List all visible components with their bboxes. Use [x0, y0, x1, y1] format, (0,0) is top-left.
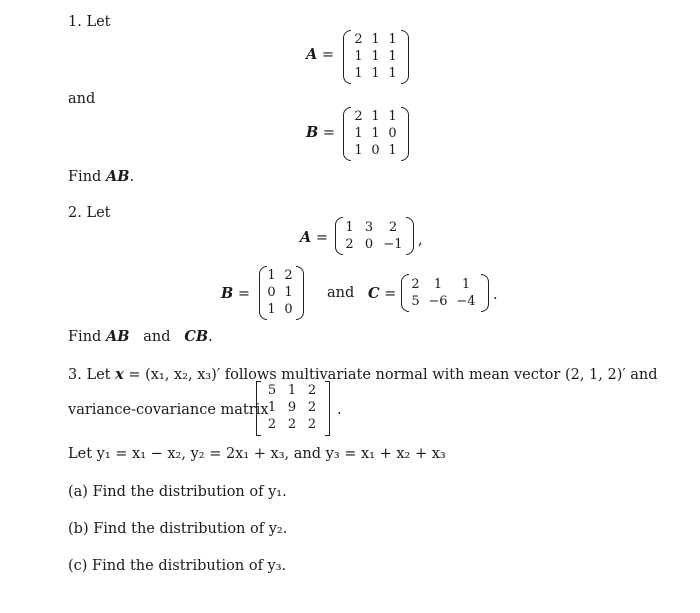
- matrix-a-1-grid-cell: 1: [388, 66, 397, 81]
- matrix-a-label-2: A =: [300, 229, 329, 246]
- matrix-c-grid-cell: 2: [411, 277, 420, 292]
- matrix-a-1-grid-cell: 1: [354, 66, 363, 81]
- matrix-a-2-grid-cell: 3: [364, 220, 374, 235]
- sigma-grid: [262, 382, 322, 433]
- matrix-a-2-grid-cell: 1: [345, 220, 354, 235]
- matrix-b-label-2: B =: [221, 285, 251, 302]
- matrix-a-2-comma: ,: [418, 232, 423, 248]
- sigma-grid-cell: 9: [287, 400, 297, 415]
- problem-2-intro: 2. Let: [68, 205, 111, 221]
- sigma-grid-cell: 2: [307, 417, 317, 432]
- matrix-a-1-grid-cell: 1: [388, 49, 397, 64]
- matrix-c-grid-cell: 5: [411, 294, 420, 309]
- problem-2-find: Find AB and CB.: [68, 328, 213, 345]
- matrix-b-1-grid-cell: 1: [354, 143, 363, 158]
- matrix-a-2-grid-cell: 2: [388, 220, 398, 235]
- matrix-c-grid: [407, 276, 480, 310]
- sigma-grid-cell: 2: [287, 417, 297, 432]
- matrix-b-1-grid-cell: 0: [371, 143, 380, 158]
- matrix-c-grid-cell: −4: [456, 294, 476, 309]
- matrix-c-label: C =: [368, 285, 397, 302]
- sigma-period: .: [337, 402, 342, 418]
- matrix-a-1-grid: [350, 31, 401, 82]
- let-y-line: Let y₁ = x₁ − x₂, y₂ = 2x₁ + x₃, and y₃ = x₁ + x₂ + x₃: [68, 446, 446, 462]
- matrix-a-1-grid-cell: 1: [388, 32, 397, 47]
- matrix-c-grid-cell: 1: [433, 277, 443, 292]
- matrix-b-1-grid-cell: 1: [354, 126, 363, 141]
- matrix-b-1-grid-cell: 1: [371, 126, 380, 141]
- part-c: (c) Find the distribution of y₃.: [68, 558, 287, 574]
- matrix-c-grid-cell: 1: [461, 277, 471, 292]
- matrix-a-1-grid-cell: 1: [354, 49, 363, 64]
- matrix-b-2-grid-cell: 0: [284, 302, 293, 317]
- matrix-c-period: .: [493, 287, 498, 303]
- problem-1-intro: 1. Let: [68, 14, 111, 30]
- matrix-b-2-grid-cell: 0: [267, 285, 276, 300]
- matrix-b-1-grid-cell: 1: [388, 109, 397, 124]
- matrix-a-label-1: A =: [306, 46, 335, 63]
- matrix-b-1-grid: [350, 108, 401, 159]
- matrix-a-1-grid-cell: 1: [371, 49, 380, 64]
- matrix-b-1-grid-cell: 2: [354, 109, 363, 124]
- matrix-a-2-grid-cell: 0: [364, 237, 374, 252]
- sigma-grid-cell: 1: [267, 400, 277, 415]
- sigma-grid-cell: 2: [267, 417, 277, 432]
- matrix-a-2-grid-cell: −1: [383, 237, 403, 252]
- part-b: (b) Find the distribution of y₂.: [68, 521, 288, 537]
- matrix-a-1-grid-cell: 2: [354, 32, 363, 47]
- matrix-b-label-1: B =: [306, 124, 336, 141]
- matrix-b-1-grid-cell: 1: [388, 143, 397, 158]
- sigma-grid-cell: 2: [307, 400, 317, 415]
- matrix-b-2-grid-cell: 1: [284, 285, 293, 300]
- matrix-b-2-grid-cell: 2: [284, 268, 293, 283]
- sigma-grid-cell: 2: [307, 383, 317, 398]
- problem-3-intro: 3. Let x = (x₁, x₂, x₃)′ follows multivariate normal with mean vector (2, 1, 2)′ and: [68, 366, 658, 383]
- matrix-b-1-grid-cell: 0: [388, 126, 397, 141]
- matrix-b-2-grid-cell: 1: [267, 268, 276, 283]
- matrix-a-1-grid-cell: 1: [371, 66, 380, 81]
- and-text-2: and: [327, 285, 355, 301]
- matrix-a-1-grid-cell: 1: [371, 32, 380, 47]
- sigma-grid-cell: 5: [267, 383, 277, 398]
- problem-1-find: Find AB.: [68, 168, 135, 185]
- matrix-a-2-grid-cell: 2: [345, 237, 354, 252]
- matrix-b-2-grid: [263, 267, 297, 318]
- sigma-grid-cell: 1: [287, 383, 297, 398]
- part-a: (a) Find the distribution of y₁.: [68, 484, 287, 500]
- matrix-b-1-grid-cell: 1: [371, 109, 380, 124]
- matrix-a-2-grid: [341, 219, 406, 253]
- matrix-c-grid-cell: −6: [428, 294, 448, 309]
- and-text: and: [68, 91, 96, 107]
- varcov-label: variance-covariance matrix: [68, 402, 269, 418]
- matrix-b-2-grid-cell: 1: [267, 302, 276, 317]
